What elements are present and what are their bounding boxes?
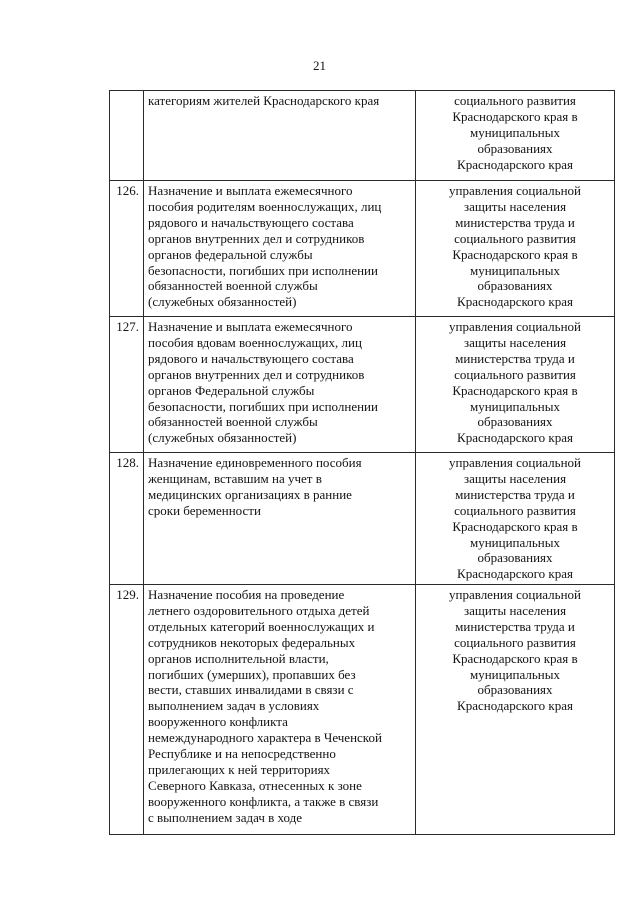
executor-line: муниципальных: [469, 262, 560, 278]
executor-line: Краснодарского края в: [452, 108, 578, 124]
service-name-line: органов внутренних дел и сотрудников: [148, 230, 365, 246]
service-name-line: вооруженного конфликта, а также в связи: [148, 793, 379, 809]
service-name-line: рядового и начальствующего состава: [148, 350, 354, 366]
service-name: [144, 453, 416, 585]
executor-line: муниципальных: [469, 534, 560, 550]
service-name-line: рядового и начальствующего состава: [148, 214, 354, 230]
table-row: [110, 317, 615, 453]
executor: [416, 91, 615, 181]
service-name-line: обязанностей военной службы: [148, 414, 318, 430]
service-name-line: сотрудников некоторых федеральных: [148, 634, 356, 650]
executor-line: образованиях: [477, 414, 553, 430]
row-number: 129.: [110, 585, 144, 835]
executor-line: министерства труда и: [455, 214, 575, 230]
executor-line: образованиях: [477, 278, 553, 294]
executor: [416, 317, 615, 453]
executor-line: министерства труда и: [455, 618, 575, 634]
executor-line: министерства труда и: [455, 486, 575, 502]
row-number: [110, 91, 144, 181]
service-name-line: Республике и на непосредственно: [148, 746, 336, 762]
executor: [416, 585, 615, 835]
executor-line: защиты населения: [463, 602, 567, 618]
executor-line: управления социальной: [449, 455, 581, 470]
service-name-line: медицинских организациях в ранние: [148, 486, 352, 502]
service-name: [144, 585, 416, 835]
executor-line: социального развития: [454, 93, 576, 108]
row-number: 126.: [110, 181, 144, 317]
service-name-line: отдельных категорий военнослужащих и: [148, 618, 375, 634]
executor-line: муниципальных: [469, 666, 560, 682]
service-name-line: органов внутренних дел и сотрудников: [148, 366, 365, 382]
service-name-line: сроки беременности: [148, 502, 261, 518]
service-name-line: категориям жителей Краснодарского края: [148, 93, 380, 108]
executor-line: Краснодарского края: [457, 698, 573, 714]
service-name-line: Назначение и выплата ежемесячного: [148, 319, 353, 334]
executor-line: социального развития: [454, 230, 576, 246]
services-table: [109, 90, 615, 835]
service-name-line: прилегающих к ней территориях: [148, 761, 331, 777]
executor-line: муниципальных: [469, 124, 560, 140]
executor-line: защиты населения: [463, 334, 567, 350]
executor-line: Краснодарского края в: [452, 246, 578, 262]
service-name-line: Назначение единовременного пособия: [148, 455, 362, 470]
executor: [416, 181, 615, 317]
executor-line: управления социальной: [449, 183, 581, 198]
service-name-line: (служебных обязанностей): [148, 294, 297, 310]
executor-line: Краснодарского края: [457, 294, 573, 310]
service-name-line: с выполнением задач в ходе: [148, 809, 303, 825]
service-name-line: Северного Кавказа, отнесенных к зоне: [148, 777, 362, 793]
row-number: 128.: [110, 453, 144, 585]
service-name-line: обязанностей военной службы: [148, 278, 318, 294]
service-name-line: безопасности, погибших при исполнении: [148, 398, 378, 414]
executor-line: Краснодарского края в: [452, 650, 578, 666]
service-name-line: безопасности, погибших при исполнении: [148, 262, 378, 278]
executor-line: образованиях: [477, 550, 553, 566]
executor-line: Краснодарского края в: [452, 518, 578, 534]
service-name-line: вооруженного конфликта: [148, 714, 288, 730]
service-name-line: органов федеральной службы: [148, 246, 313, 262]
executor-line: социального развития: [454, 366, 576, 382]
service-name-line: пособия родителям военнослужащих, лиц: [148, 198, 382, 214]
table-row: [110, 91, 615, 181]
service-name-line: погибших (умерших), пропавших без: [148, 666, 356, 682]
service-name: [144, 181, 416, 317]
executor-line: образованиях: [477, 682, 553, 698]
table-row: [110, 585, 615, 835]
service-name-line: немеждународного характера в Чеченской: [148, 730, 382, 746]
executor: [416, 453, 615, 585]
service-name: [144, 91, 416, 181]
executor-line: Краснодарского края: [457, 156, 573, 172]
service-name-line: органов Федеральной службы: [148, 382, 315, 398]
service-name-line: органов исполнительной власти,: [148, 650, 329, 666]
service-name-line: Назначение пособия на проведение: [148, 587, 345, 602]
service-name-line: летнего оздоровительного отдыха детей: [148, 602, 370, 618]
row-number: 127.: [110, 317, 144, 453]
executor-line: образованиях: [477, 140, 553, 156]
executor-line: социального развития: [454, 502, 576, 518]
executor-line: управления социальной: [449, 587, 581, 602]
executor-line: защиты населения: [463, 470, 567, 486]
service-name-line: вести, ставших инвалидами в связи с: [148, 682, 354, 698]
executor-line: защиты населения: [463, 198, 567, 214]
service-name-line: пособия вдовам военнослужащих, лиц: [148, 334, 362, 350]
service-name-line: выполнением задач в условиях: [148, 698, 320, 714]
service-name-line: Назначение и выплата ежемесячного: [148, 183, 353, 198]
executor-line: муниципальных: [469, 398, 560, 414]
executor-line: Краснодарского края: [457, 566, 573, 582]
service-name-line: женщинам, вставшим на учет в: [148, 470, 322, 486]
table-row: [110, 181, 615, 317]
executor-line: Краснодарского края в: [452, 382, 578, 398]
table-row: [110, 453, 615, 585]
executor-line: управления социальной: [449, 319, 581, 334]
executor-line: Краснодарского края: [457, 430, 573, 446]
page-number: 21: [313, 58, 326, 73]
service-name: [144, 317, 416, 453]
service-name-line: (служебных обязанностей): [148, 430, 297, 446]
executor-line: министерства труда и: [455, 350, 575, 366]
executor-line: социального развития: [454, 634, 576, 650]
